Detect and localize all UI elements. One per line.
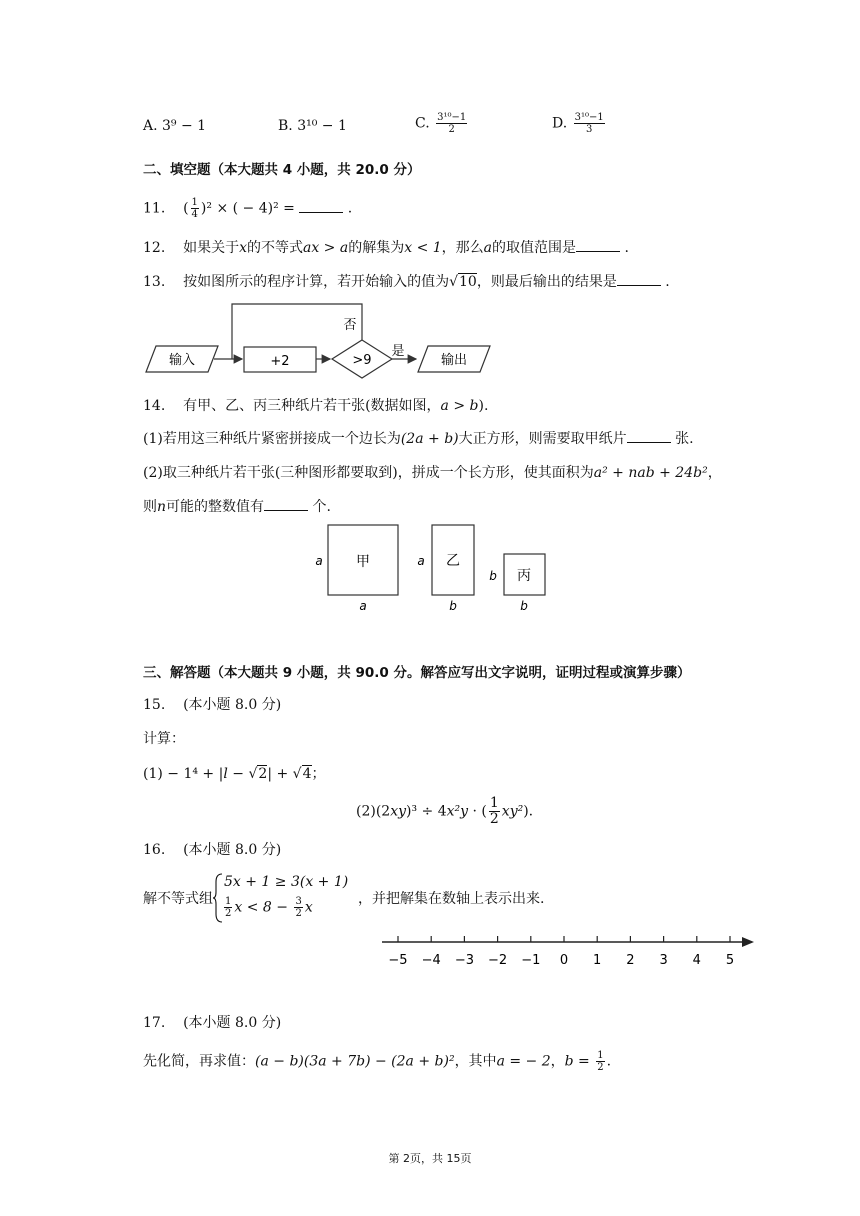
- op-label: +2: [270, 354, 290, 369]
- fraction: [224, 896, 232, 919]
- q10-option-c: [415, 112, 469, 135]
- sqrt-value: 4: [302, 766, 312, 782]
- question-17-body: [143, 1050, 611, 1073]
- text: ).: [523, 803, 534, 820]
- text: 的解集为: [348, 240, 405, 256]
- number-line-tick-label: −1: [521, 953, 541, 968]
- number-line-tick-label: 0: [559, 953, 569, 968]
- question-12: [143, 237, 629, 257]
- question-15-intro: 计算：: [143, 731, 185, 747]
- system-line-1: 5x + 1 ≥ 3(x + 1): [224, 874, 349, 890]
- math-expr: x < 8 −: [234, 899, 293, 916]
- text: (2)取三种纸片若干张(三种图形都要取到)，拼成一个长方形，使其面积为: [143, 465, 594, 481]
- fraction-denominator: 2: [448, 124, 455, 135]
- answer-blank: [617, 273, 661, 286]
- question-score: (本小题 8.0 分): [183, 1015, 282, 1031]
- math-expr: (a − b)(3a + 7b) − (2a + b)²: [255, 1053, 455, 1070]
- number-line-tick-label: 1: [593, 953, 602, 968]
- text: · (: [468, 803, 487, 820]
- text: ，其中: [454, 1053, 497, 1070]
- text: (1) − 1⁴ + |: [143, 766, 224, 782]
- fraction-numerator: 1: [191, 197, 198, 208]
- math-var: xy: [390, 803, 407, 820]
- answer-blank: [576, 239, 620, 252]
- option-label: D.: [552, 115, 568, 132]
- math-expr: b =: [564, 1053, 595, 1070]
- text: ，则最后输出的结果是: [476, 274, 617, 290]
- paper-cards-figure: [310, 520, 560, 620]
- q10-option-a: [143, 118, 206, 134]
- card-jia-side: a: [315, 554, 323, 568]
- text: 如果关于: [183, 240, 240, 256]
- output-label: 输出: [440, 353, 468, 368]
- number-line-tick-label: −3: [454, 953, 474, 968]
- flowchart: [140, 300, 500, 380]
- text: ；: [311, 766, 326, 782]
- condition-label: >9: [352, 353, 372, 368]
- number-line-arrow: [742, 937, 754, 947]
- question-16-post: ，并把解集在数轴上表示出来.: [358, 891, 545, 907]
- text: | +: [267, 766, 293, 782]
- text: (1)若用这三种纸片紧密拼接成一个边长为: [143, 431, 401, 447]
- text: 先化简，再求值：: [143, 1053, 255, 1070]
- question-number: 17.: [143, 1015, 166, 1031]
- number-line-tick-label: 3: [659, 953, 668, 968]
- question-17-header: [143, 1012, 281, 1032]
- fraction-numerator: 1: [489, 795, 499, 811]
- math-var: l: [223, 766, 228, 782]
- fraction-denominator: 2: [295, 908, 302, 919]
- option-expr: 3⁹ − 1: [162, 118, 207, 134]
- math-expr: ax > a: [302, 240, 349, 256]
- text: ，: [707, 465, 722, 481]
- text: 张.: [670, 431, 694, 447]
- number-line-tick-label: 5: [725, 953, 735, 968]
- math-var: x²y: [446, 803, 469, 820]
- fraction-numerator: 1: [225, 896, 232, 907]
- text: ).: [478, 398, 489, 414]
- paren-open: (: [183, 200, 189, 217]
- math-var: x: [304, 899, 313, 916]
- yes-label: 是: [391, 344, 405, 359]
- number-line-tick-label: −5: [388, 953, 408, 968]
- text: ，那么: [441, 240, 484, 256]
- math-var: xy²: [501, 803, 524, 820]
- card-bing-side: b: [489, 569, 497, 583]
- card-bing-bottom: b: [520, 599, 528, 613]
- question-14: [143, 395, 488, 415]
- end-mark: .: [660, 274, 670, 290]
- question-number: 14.: [143, 398, 166, 414]
- card-jia-bottom: a: [359, 599, 367, 613]
- option-fraction: [436, 112, 467, 135]
- section-2-title: 二、填空题（本大题共 4 小题，共 20.0 分）: [143, 162, 421, 178]
- option-label: A.: [143, 118, 158, 134]
- number-line-tick-label: −2: [488, 953, 508, 968]
- fraction-denominator: 2: [489, 811, 499, 827]
- question-number: 11.: [143, 200, 166, 217]
- text: 按如图所示的程序计算，若开始输入的值为: [183, 274, 450, 290]
- fraction: [596, 1050, 604, 1073]
- question-15-part-1: (1) − 1⁴ + |l − √2| + √4；: [143, 766, 326, 782]
- input-label: 输入: [168, 353, 196, 368]
- text: ，: [550, 1053, 565, 1070]
- text: 的取值范围是: [492, 240, 577, 256]
- fraction-denominator: 4: [191, 209, 198, 220]
- question-13: 13. 按如图所示的程序计算，若开始输入的值为√10，则最后输出的结果是 .: [143, 274, 670, 290]
- question-15-header: [143, 694, 281, 714]
- question-number: 15.: [143, 697, 166, 713]
- option-expr: 3¹⁰ − 1: [297, 118, 347, 134]
- math-var: a: [483, 240, 493, 256]
- sqrt-value: 2: [258, 766, 268, 782]
- fraction-numerator: 3: [295, 896, 302, 907]
- option-fraction: [574, 112, 605, 135]
- math-expr: a² + nab + 24b²: [593, 465, 708, 481]
- no-label: 否: [343, 318, 357, 333]
- text: 则: [143, 499, 157, 515]
- question-11: [143, 197, 352, 220]
- end-mark: .: [343, 200, 353, 217]
- card-jia-label: 甲: [356, 554, 370, 570]
- question-16-pre: 解不等式组: [143, 891, 213, 907]
- text: −: [227, 766, 249, 782]
- fraction-numerator: 3¹⁰−1: [574, 112, 604, 123]
- sqrt-value: 10: [459, 274, 477, 290]
- number-line-tick-label: −4: [421, 953, 441, 968]
- section-3-title: 三、解答题（本大题共 9 小题，共 90.0 分。解答应写出文字说明，证明过程或演算步骤）: [143, 665, 691, 681]
- question-number: 13.: [143, 274, 166, 290]
- question-number: 12.: [143, 240, 166, 256]
- option-label: C.: [415, 115, 430, 132]
- math-expr: x < 1: [404, 240, 442, 256]
- q10-option-d: [552, 112, 607, 135]
- page-footer: 第 2页，共 15页: [388, 1152, 472, 1165]
- card-yi-bottom: b: [449, 599, 457, 613]
- q10-option-b: [278, 118, 347, 134]
- end-mark: .: [620, 240, 629, 256]
- fraction: [191, 197, 199, 220]
- question-14-part-1: [143, 428, 694, 448]
- text: (2)(2: [356, 803, 391, 820]
- fraction-numerator: 3¹⁰−1: [437, 112, 467, 123]
- answer-blank: [299, 200, 343, 213]
- math-var: n: [157, 499, 167, 515]
- fraction-denominator: 3: [586, 124, 593, 135]
- answer-blank: [264, 498, 308, 511]
- question-score: (本小题 8.0 分): [183, 697, 282, 713]
- question-score: (本小题 8.0 分): [183, 842, 282, 858]
- fraction-denominator: 2: [597, 1062, 604, 1073]
- system-line-2: [222, 896, 313, 919]
- question-16-header: [143, 839, 281, 859]
- question-number: 16.: [143, 842, 166, 858]
- question-14-part-2: [143, 462, 722, 482]
- text: 大正方形，则需要取甲纸片: [458, 431, 627, 447]
- math-expr: a > b: [440, 398, 479, 414]
- card-yi-label: 乙: [446, 553, 460, 569]
- question-14-part-3: [143, 496, 331, 516]
- text: 可能的整数值有: [166, 499, 265, 515]
- number-line-tick-label: 4: [692, 953, 701, 968]
- answer-blank: [627, 430, 671, 443]
- math-expr: (2a + b): [400, 431, 459, 447]
- number-line-tick-label: 2: [626, 953, 635, 968]
- option-label: B.: [278, 118, 293, 134]
- text: 有甲、乙、丙三种纸片若干张(数据如图，: [183, 398, 441, 414]
- text: )³ ÷ 4: [406, 803, 447, 820]
- text: 个.: [308, 499, 331, 515]
- fraction: [294, 896, 302, 919]
- expression: )² × ( − 4)² =: [200, 200, 300, 217]
- question-15-part-2: [356, 796, 533, 827]
- fraction-denominator: 2: [225, 908, 232, 919]
- text: .: [606, 1053, 612, 1070]
- math-var: x: [239, 240, 247, 256]
- fraction: [489, 796, 500, 827]
- card-yi-side: a: [417, 554, 425, 568]
- number-line: [376, 928, 760, 972]
- math-expr: a = − 2: [496, 1053, 551, 1070]
- fraction-numerator: 1: [597, 1050, 604, 1061]
- text: 的不等式: [246, 240, 303, 256]
- card-bing-label: 丙: [517, 568, 531, 584]
